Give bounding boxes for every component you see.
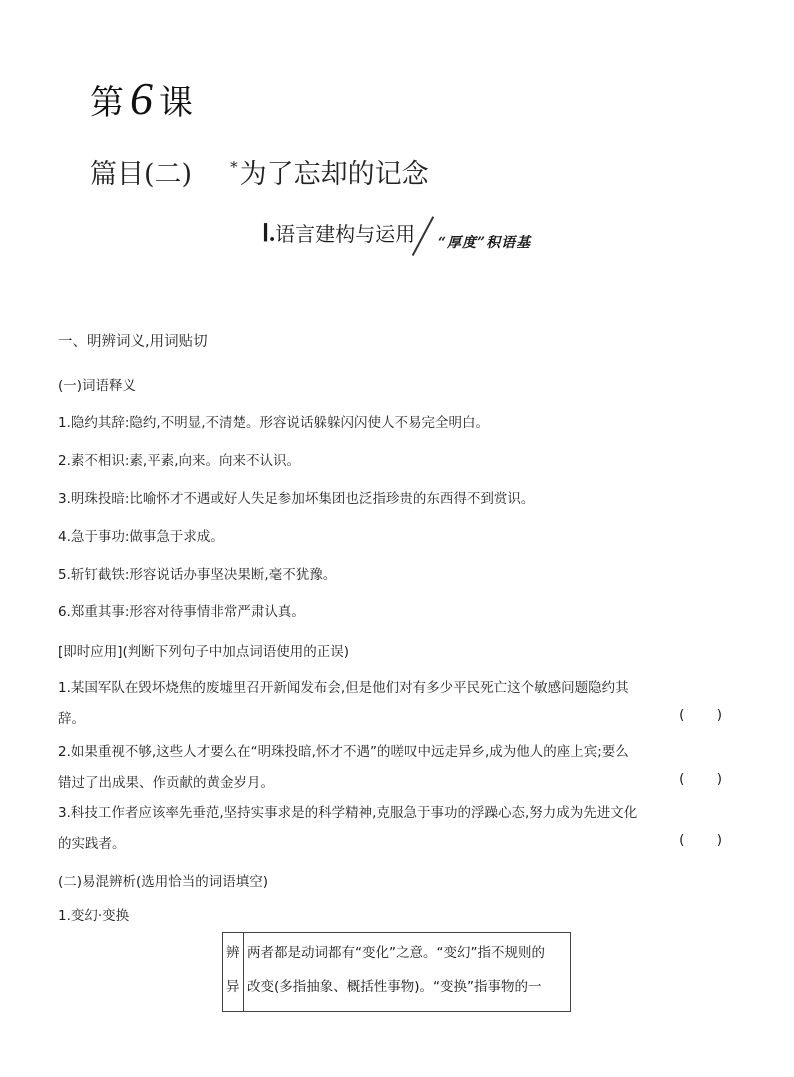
subtitle-star: *	[230, 158, 238, 176]
definition-item: 1.隐约其辞:隐约,不明显,不清楚。形容说话躲躲闪闪使人不易完全明白。	[58, 415, 490, 431]
subtitle-part: 篇目(二)	[90, 159, 193, 190]
definition-item: 4.急于事功:做事急于求成。	[58, 529, 224, 545]
practice-item-line: 的实践者。	[58, 836, 126, 852]
section-header	[262, 218, 532, 251]
practice-item-line: 2.如果重视不够,这些人才要么在“明珠投暗,怀才不遇”的嗟叹中远走异乡,成为他人的座上宾;要么	[58, 744, 629, 760]
table-text-line: 改变(多指抽象、概括性事物)。“变换”指事物的一	[247, 979, 542, 995]
practice-item-line: 错过了出成果、作贡献的黄金岁月。	[58, 775, 274, 791]
table-side-label	[223, 933, 244, 1011]
practice-item-line: 辞。	[58, 711, 85, 727]
lesson-suffix: 课	[159, 83, 193, 123]
part-one-heading: 一、明辨词义,用词贴切	[58, 334, 208, 350]
definition-item: 6.郑重其事:形容对待事情非常严肃认真。	[58, 604, 305, 620]
comparison-table	[222, 932, 571, 1012]
lesson-number: 6	[130, 73, 153, 124]
definition-item: 3.明珠投暗:比喻怀才不遇或好人失足参加坏集团也泛指珍贵的东西得不到赏识。	[58, 491, 535, 507]
practice-heading: [即时应用](判断下列句子中加点词语使用的正误)	[58, 644, 350, 660]
lesson-subtitle	[90, 152, 429, 191]
practice-item-line: 1.某国军队在毁坏烧焦的废墟里召开新闻发布会,但是他们对有多少平民死亡这个敏感问题隐约其	[58, 680, 629, 696]
definition-item: 5.斩钉截铁:形容说话办事坚决果断,毫不犹豫。	[58, 567, 337, 583]
lesson-title	[90, 72, 193, 125]
answer-blank[interactable]: ( )	[679, 771, 736, 787]
section-roman: Ⅰ.	[262, 221, 276, 247]
sub-one-heading: (一)词语释义	[58, 378, 137, 394]
section-tag: “厚度”积语基	[438, 235, 532, 251]
answer-blank[interactable]: ( )	[679, 832, 736, 848]
pair-one-label: 1.变幻·变换	[58, 908, 130, 924]
sub-two-heading: (二)易混辨析(选用恰当的词语填空)	[58, 874, 269, 890]
side-char: 辨	[226, 945, 240, 961]
definition-item: 2.素不相识:素,平素,向来。向来不认识。	[58, 453, 301, 469]
lesson-prefix: 第	[90, 83, 124, 123]
subtitle-title: 为了忘却的记念	[239, 159, 429, 190]
section-title: 语言建构与运用	[275, 222, 416, 246]
answer-blank[interactable]: ( )	[679, 707, 736, 723]
table-text-line: 两者都是动词都有“变化”之意。“变幻”指不规则的	[247, 945, 545, 961]
practice-item-line: 3.科技工作者应该率先垂范,坚持实事求是的科学精神,克服急于事功的浮躁心态,努力成为先进文化	[58, 805, 638, 821]
side-char: 异	[226, 979, 240, 995]
